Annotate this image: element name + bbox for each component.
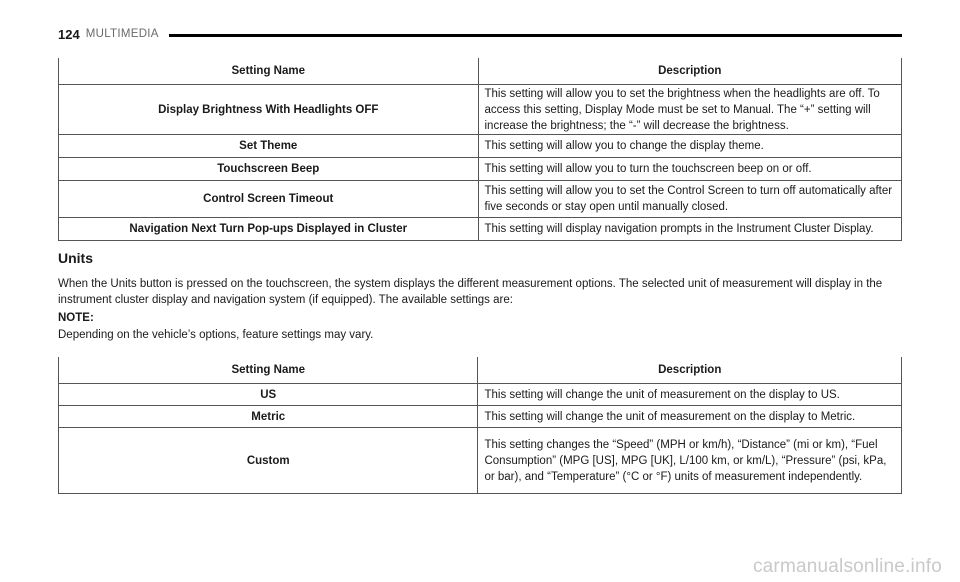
table-row <box>59 158 902 181</box>
page-number: 124 <box>58 26 80 42</box>
column-header-description: Description <box>478 357 902 384</box>
table-row <box>59 428 902 494</box>
setting-name-cell: Control Screen Timeout <box>59 181 479 218</box>
settings-table-display <box>58 58 902 241</box>
setting-name-cell: Display Brightness With Headlights OFF <box>59 85 479 135</box>
setting-name-cell: Metric <box>59 406 478 428</box>
setting-name-cell: Touchscreen Beep <box>59 158 479 181</box>
setting-description-cell: This setting changes the “Speed” (MPH or km/h), “Distance” (mi or km), “Fuel Consumption” (MPG [US], MPG [UK], L/100 km, or km/L), “Pressure” (psi, kPa, or bar), and “Temperature” (°C or °F) units of measurement independently. <box>478 428 902 494</box>
setting-name-cell: Set Theme <box>59 135 479 158</box>
setting-description-cell: This setting will allow you to turn the touchscreen beep on or off. <box>478 158 902 181</box>
table-header-row <box>59 357 902 384</box>
setting-description-cell: This setting will change the unit of measurement on the display to Metric. <box>478 406 902 428</box>
table-row <box>59 85 902 135</box>
units-paragraph: When the Units button is pressed on the touchscreen, the system displays the different measurement options. The selected unit of measurement will display in the instrument cluster display and navigation system (if equipped). The available settings are: <box>58 278 883 306</box>
header-rule <box>169 34 902 37</box>
setting-description-cell: This setting will display navigation prompts in the Instrument Cluster Display. <box>478 218 902 241</box>
table-header-row <box>59 58 902 85</box>
setting-name-cell: Navigation Next Turn Pop-ups Displayed in Cluster <box>59 218 479 241</box>
table-row <box>59 406 902 428</box>
setting-description-cell: This setting will allow you to change the display theme. <box>478 135 902 158</box>
setting-description-cell: This setting will allow you to set the brightness when the headlights are off. To access this setting, Display Mode must be set to Manual. The “+” setting will increase the brightness; the “-” will decrease the brightness. <box>478 85 902 135</box>
table-row <box>59 181 902 218</box>
section-title: MULTIMEDIA <box>85 28 159 40</box>
watermark: carmanualsonline.info <box>752 556 942 577</box>
column-header-setting-name: Setting Name <box>59 58 479 85</box>
setting-description-cell: This setting will change the unit of measurement on the display to US. <box>478 384 902 406</box>
units-heading: Units <box>58 250 93 266</box>
settings-table-units <box>58 357 902 494</box>
table-row <box>59 384 902 406</box>
column-header-description: Description <box>478 58 902 85</box>
column-header-setting-name: Setting Name <box>59 357 478 384</box>
setting-name-cell: Custom <box>59 428 478 494</box>
table-row <box>59 135 902 158</box>
setting-name-cell: US <box>59 384 478 406</box>
setting-description-cell: This setting will allow you to set the Control Screen to turn off automatically after five seconds or stay open until manually closed. <box>478 181 902 218</box>
table-row <box>59 218 902 241</box>
note-label: NOTE: <box>58 312 94 324</box>
note-text: Depending on the vehicle’s options, feature settings may vary. <box>58 329 374 341</box>
page-header <box>58 24 902 44</box>
